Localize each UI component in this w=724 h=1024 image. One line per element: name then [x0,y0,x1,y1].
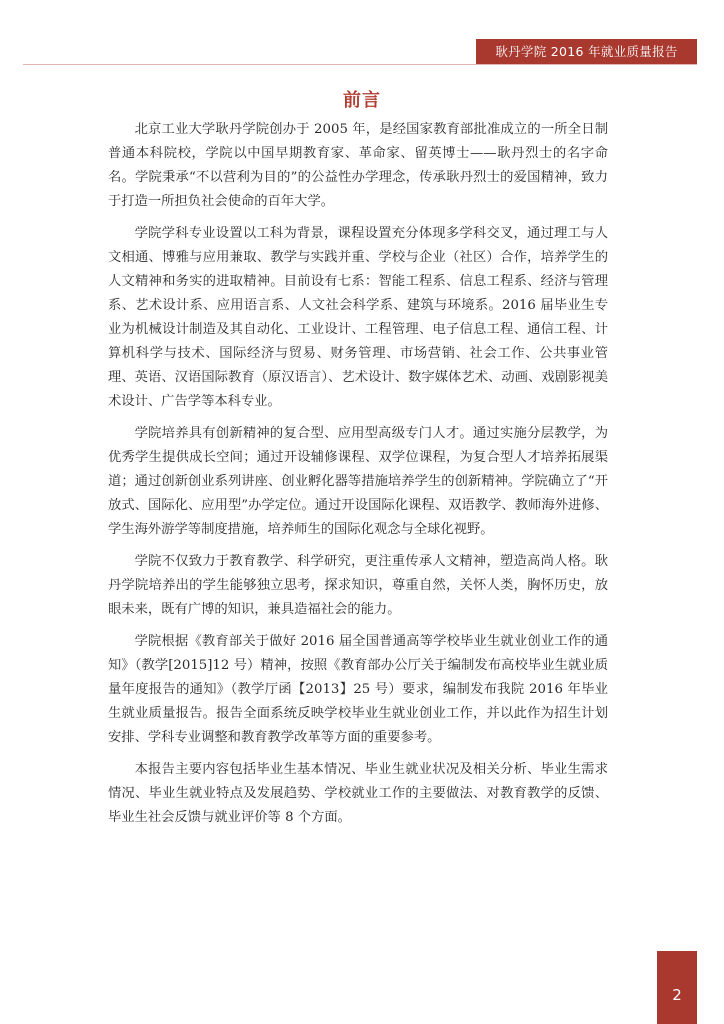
page-number-tab [657,951,697,1024]
page-number: 2 [672,986,682,1004]
paragraph-humanistic-spirit: 学院不仅致力于教育教学、科学研究，更注重传承人文精神，塑造高尚人格。耿丹学院培养出的学生能够独立思考，探求知识，尊重自然，关怀人类，胸怀历史，放眼未来，既有广博的知识，兼具造福社会的能力。 [108,554,608,617]
report-header-label: 耿丹学院 2016 年就业质量报告 [476,39,697,64]
page-title: 前言 [343,90,381,111]
paragraph-intro: 北京工业大学耿丹学院创办于 2005 年，是经国家教育部批准成立的一所全日制普通本科院校，学院以中国早期教育家、革命家、留英博士——耿丹烈士的名字命名。学院秉承“不以营利为目的”的公益性办学理念，传承耿丹烈士的爱国精神，致力于打造一所担负社会使命的百年大学。 [108,122,608,209]
paragraph-report-contents: 本报告主要内容包括毕业生基本情况、毕业生就业状况及相关分析、毕业生需求情况、毕业生就业特点及发展趋势、学校就业工作的主要做法、对教育教学的反馈、毕业生社会反馈与就业评价等 8 个方面。 [108,762,608,825]
paragraph-report-basis: 学院根据《教育部关于做好 2016 届全国普通高等学校毕业生就业创业工作的通知》（教学[2015]12 号）精神，按照《教育部办公厅关于编制发布高校毕业生就业质量年度报告的通知》（教学厅函【2013】25 号）要求，编制发布我院 2016 年毕业生就业质量报告。报告全面系统反映学校毕业生就业创业工作，并以此作为招生计划安排、学科专业调整和教育教学改革等方面的重要参考。 [108,634,608,745]
header-divider [23,64,697,65]
body-text [108,118,608,838]
paragraph-disciplines: 学院学科专业设置以工科为背景，课程设置充分体现多学科交叉，通过理工与人文相通、博雅与应用兼取、教学与实践并重、学校与企业（社区）合作，培养学生的人文精神和务实的进取精神。目前设有七系：智能工程系、信息工程系、经济与管理系、艺术设计系、应用语言系、人文社会科学系、建筑与环境系。2016 届毕业生专业为机械设计制造及其自动化、工业设计、工程管理、电子信息工程、通信工程、计算机科学与技术、国际经济与贸易、财务管理、市场营销、社会工作、公共事业管理、英语、汉语国际教育（原汉语言）、艺术设计、数字媒体艺术、动画、戏剧影视美术设计、广告学等本科专业。 [108,226,608,409]
paragraph-talent-cultivation: 学院培养具有创新精神的复合型、应用型高级专门人才。通过实施分层教学，为优秀学生提供成长空间；通过开设辅修课程、双学位课程，为复合型人才培养拓展渠道；通过创新创业系列讲座、创业孵化器等措施培养学生的创新精神。学院确立了“开放式、国际化、应用型”办学定位。通过开设国际化课程、双语教学、教师海外进修、学生海外游学等制度措施，培养师生的国际化观念与全球化视野。 [108,426,608,537]
